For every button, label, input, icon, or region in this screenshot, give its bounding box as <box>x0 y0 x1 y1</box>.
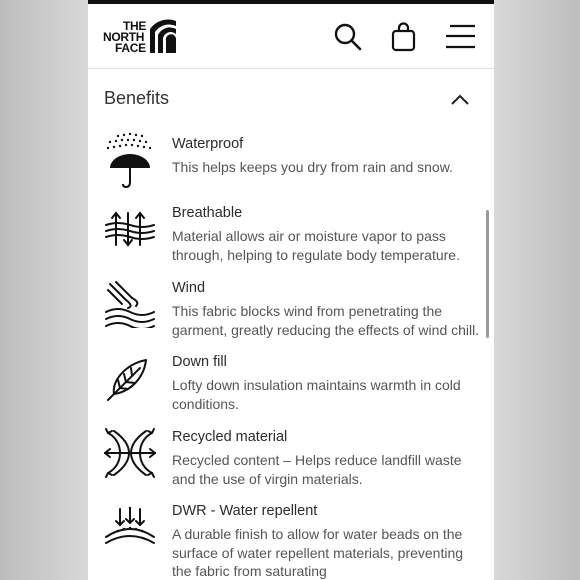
background-left <box>0 0 88 580</box>
logo-text-line2: NORTH <box>103 30 145 44</box>
benefit-description: This helps keeps you dry from rain and snow. <box>172 159 453 175</box>
logo-text-line3: FACE <box>115 41 146 55</box>
benefit-description: This fabric blocks wind from penetrating the garment, greatly reducing the effects of wind chill. <box>172 303 480 338</box>
background-right <box>494 0 580 580</box>
breathable-fabric-icon <box>104 209 156 261</box>
search-icon[interactable] <box>333 22 363 52</box>
logo-dome-icon <box>148 19 176 53</box>
benefits-accordion-header[interactable] <box>104 86 478 114</box>
scrollbar[interactable] <box>486 210 489 338</box>
shopping-bag-icon[interactable] <box>389 22 419 52</box>
recycle-arrows-icon <box>104 427 156 479</box>
benefit-title: DWR - Water repellent <box>172 503 318 519</box>
benefit-description: Recycled content – Helps reduce landfill waste and the use of virgin materials. <box>172 452 462 487</box>
benefit-description: Material allows air or moisture vapor to pass through, helping to regulate body temperature. <box>172 228 460 263</box>
benefit-description: Lofty down insulation maintains warmth in cold conditions. <box>172 377 461 412</box>
mobile-page <box>88 0 494 580</box>
benefit-title: Recycled material <box>172 429 288 445</box>
waterproof-umbrella-icon <box>104 132 156 184</box>
feather-icon <box>104 358 156 410</box>
logo-text-line1: THE <box>123 19 147 33</box>
site-header <box>88 4 494 69</box>
benefit-title: Waterproof <box>172 136 244 152</box>
wind-icon <box>104 280 156 332</box>
hamburger-menu-icon[interactable] <box>445 22 475 52</box>
benefit-description: A durable finish to allow for water beads on the surface of water repellent materials, preventing the fabric from saturating <box>172 526 464 579</box>
dwr-water-beads-icon <box>104 507 156 559</box>
benefit-title: Down fill <box>172 354 227 370</box>
benefit-title: Breathable <box>172 205 243 221</box>
the-north-face-logo[interactable] <box>102 19 176 55</box>
benefits-title: Benefits <box>104 88 170 108</box>
benefit-title: Wind <box>172 280 206 296</box>
chevron-up-icon[interactable] <box>450 90 470 110</box>
